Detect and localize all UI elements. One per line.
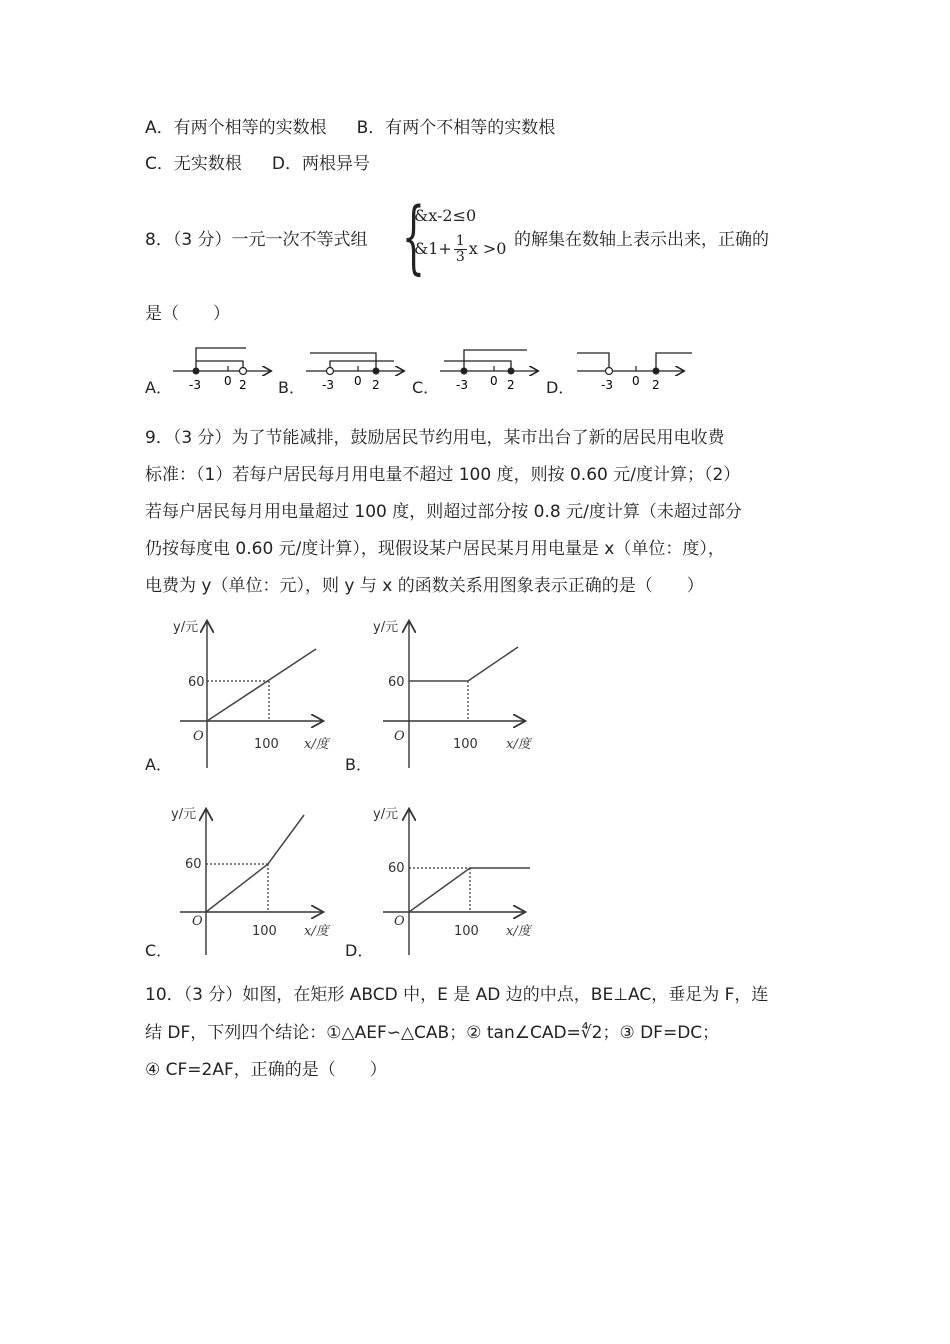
- q8-inequality-system: [402, 190, 522, 283]
- q8-numberline-b: [306, 353, 403, 392]
- q8-number-lines: [0, 340, 950, 400]
- origin-label: O: [192, 914, 203, 929]
- q9-graph-d: [373, 807, 533, 955]
- x-tick-label: 100: [454, 924, 479, 939]
- tick-label-0: 0: [490, 374, 498, 388]
- solution-bracket-upper: [310, 353, 376, 371]
- q8-ineq-row2: [414, 234, 506, 265]
- q9-line-3: 若每户居民每月用电量超过 100 度，则超过部分按 0.8 元/度计算（未超过部分: [145, 502, 742, 522]
- q7-option-a: A．有两个相等的实数根: [145, 118, 327, 138]
- origin-label: O: [394, 914, 405, 929]
- q8-frac-den: 3: [455, 249, 465, 265]
- q8-option-c-label: C．: [412, 378, 440, 397]
- hollow-dot: [606, 368, 613, 375]
- y-axis-label: y/元: [373, 807, 399, 822]
- tick-label-neg3: -3: [601, 378, 613, 392]
- solid-dot: [193, 368, 200, 375]
- tick-label-0: 0: [354, 374, 362, 388]
- q9-graph-a: [173, 620, 331, 768]
- solution-ray-left: [577, 353, 609, 371]
- q9-graph-b: [373, 620, 533, 768]
- q9-line-5: 电费为 y（单位：元），则 y 与 x 的函数关系用图象表示正确的是（ ）: [145, 576, 704, 596]
- tick-label-2: 2: [507, 378, 515, 392]
- q8-ineq-row1: &x-2≤0: [414, 206, 477, 225]
- q9-graph-c: [171, 807, 331, 955]
- x-axis-label: x/度: [304, 737, 329, 752]
- y-tick-label: 60: [185, 857, 202, 872]
- y-axis-label: y/元: [173, 620, 199, 635]
- origin-label: O: [193, 729, 204, 744]
- solution-bracket-lower: [444, 361, 511, 371]
- q9-line-4: 仍按每度电 0.60 元/度计算），现假设某户居民某月用电量是 x（单位：度），: [145, 539, 725, 559]
- hollow-dot: [240, 368, 247, 375]
- q7-option-c: C．无实数根: [145, 154, 242, 174]
- tick-label-neg3: -3: [189, 378, 201, 392]
- x-axis-label: x/度: [304, 924, 329, 939]
- q9-option-b-label: B．: [345, 755, 372, 774]
- q10-line-2: 结 DF，下列四个结论：①△AEF∽△CAB；② tan∠CAD=∜2；③ DF=DC；: [145, 1023, 720, 1043]
- q7-option-b: B．有两个不相等的实数根: [356, 118, 556, 138]
- y-tick-label: 60: [388, 675, 405, 690]
- q8-option-b-label: B．: [278, 378, 305, 397]
- q9-line-2: 标准：（1）若每户居民每月用电量不超过 100 度，则按 0.60 元/度计算；（2）: [145, 465, 741, 485]
- hollow-dot: [327, 368, 334, 375]
- q10-line-1: 10．（3 分）如图，在矩形 ABCD 中，E 是 AD 边的中点，BE⊥AC，垂足为 F，连: [145, 985, 769, 1005]
- q8-numberline-c: [440, 350, 537, 392]
- q7-option-d: D．两根异号: [271, 154, 370, 174]
- tick-label-2: 2: [652, 378, 660, 392]
- y-tick-label: 60: [188, 675, 205, 690]
- q9-option-d-label: D．: [345, 941, 374, 960]
- graph-line: [409, 647, 518, 681]
- x-axis-label: x/度: [506, 924, 531, 939]
- q8-numberline-d: [577, 353, 692, 392]
- solid-dot: [373, 368, 380, 375]
- q8-ineq-row2-post: x >0: [468, 239, 507, 258]
- origin-label: O: [394, 729, 405, 744]
- y-axis-label: y/元: [171, 807, 197, 822]
- q8-suffix: 的解集在数轴上表示出来，正确的: [514, 230, 769, 250]
- solid-dot: [653, 368, 660, 375]
- x-tick-label: 100: [252, 924, 277, 939]
- brace-glyph: {: [402, 190, 425, 283]
- q8-ineq-row2-pre: &1+: [414, 239, 452, 258]
- tick-label-0: 0: [224, 374, 232, 388]
- x-axis-label: x/度: [506, 737, 531, 752]
- tick-label-neg3: -3: [322, 378, 334, 392]
- solution-bracket-lower: [196, 361, 243, 371]
- q9-option-c-label: C．: [145, 941, 173, 960]
- solution-bracket-lower: [330, 361, 394, 371]
- q7-options-row1: [145, 116, 555, 140]
- tick-label-2: 2: [239, 378, 247, 392]
- q8-option-d-label: D．: [546, 378, 575, 397]
- q8-prefix: 8．（3 分）一元一次不等式组: [145, 230, 368, 250]
- solution-ray-right: [656, 353, 692, 371]
- q9-option-a-label: A．: [145, 755, 172, 774]
- solid-dot: [508, 368, 515, 375]
- q8-frac-num: 1: [455, 233, 465, 249]
- solid-dot: [461, 368, 468, 375]
- solution-bracket-upper: [196, 348, 246, 371]
- tick-label-0: 0: [632, 374, 640, 388]
- y-tick-label: 60: [388, 861, 405, 876]
- tick-label-2: 2: [372, 378, 380, 392]
- graph-line: [207, 649, 316, 721]
- q7-options-row2: [145, 152, 370, 176]
- q9-line-1: 9．（3 分）为了节能减排，鼓励居民节约用电，某市出台了新的居民用电收费: [145, 428, 725, 448]
- tick-label-neg3: -3: [456, 378, 468, 392]
- q8-line2: 是（ ）: [145, 304, 230, 324]
- y-axis-label: y/元: [373, 620, 399, 635]
- x-tick-label: 100: [254, 737, 279, 752]
- q8-numberline-a: [173, 348, 270, 392]
- q10-line-3: ④ CF=2AF，正确的是（ ）: [145, 1060, 387, 1080]
- q8-option-a-label: A．: [145, 378, 172, 397]
- q9-graphs: [0, 600, 950, 970]
- q8-fraction: [454, 234, 467, 265]
- x-tick-label: 100: [453, 737, 478, 752]
